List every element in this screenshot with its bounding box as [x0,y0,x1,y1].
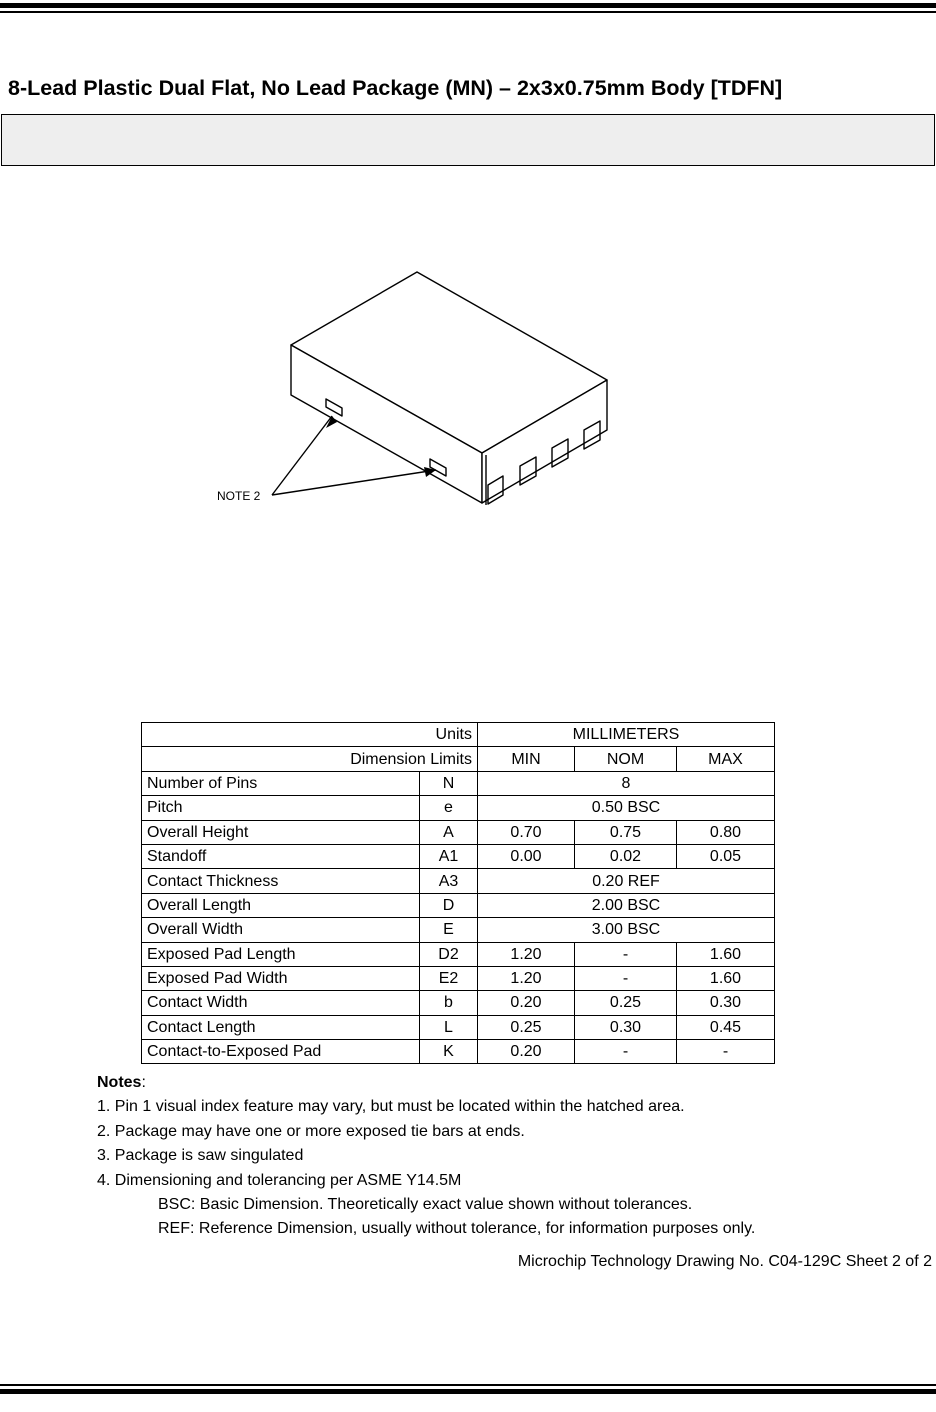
col-nom-header: NOM [575,747,677,771]
table-row [142,844,775,868]
table-row [142,820,775,844]
units-row [142,723,775,747]
row-min: 1.20 [478,966,575,990]
row-symbol: E [420,918,478,942]
note-item-3: 3. Package is saw singulated [97,1147,304,1165]
row-nom: - [575,1040,677,1064]
bottom-rule-thick [0,1389,936,1394]
note-leader-1 [272,416,332,495]
note-item-4: 4. Dimensioning and tolerancing per ASME Y14.5M [97,1171,462,1189]
row-name: Overall Length [142,893,420,917]
limits-row [142,747,775,771]
col-max-header: MAX [677,747,775,771]
row-name: Exposed Pad Width [142,966,420,990]
row-value: 2.00 BSC [478,893,775,917]
table-row [142,893,775,917]
row-nom: 0.75 [575,820,677,844]
table-row [142,796,775,820]
row-max: 1.60 [677,942,775,966]
row-name: Contact Width [142,991,420,1015]
row-name: Number of Pins [142,771,420,795]
row-min: 0.20 [478,1040,575,1064]
row-name: Pitch [142,796,420,820]
note-sub-bsc: BSC: Basic Dimension. Theoretically exact value shown without tolerances. [158,1196,693,1214]
row-min: 0.20 [478,991,575,1015]
row-nom: 0.02 [575,844,677,868]
dimension-table [141,722,775,1064]
row-value: 0.50 BSC [478,796,775,820]
row-name: Exposed Pad Length [142,942,420,966]
row-min: 0.00 [478,844,575,868]
table-row [142,991,775,1015]
row-symbol: A3 [420,869,478,893]
row-nom: 0.30 [575,1015,677,1039]
table-row [142,942,775,966]
page-title: 8-Lead Plastic Dual Flat, No Lead Package (MN) – 2x3x0.75mm Body [TDFN] [8,76,783,100]
table-row [142,1015,775,1039]
row-name: Standoff [142,844,420,868]
notes-section [97,1071,755,1242]
table-row [142,966,775,990]
row-name: Overall Width [142,918,420,942]
row-symbol: D2 [420,942,478,966]
row-max: - [677,1040,775,1064]
note-item-1: 1. Pin 1 visual index feature may vary, but must be located within the hatched area. [97,1098,685,1116]
row-symbol: A1 [420,844,478,868]
row-symbol: E2 [420,966,478,990]
row-symbol: b [420,991,478,1015]
row-max: 0.05 [677,844,775,868]
row-name: Contact-to-Exposed Pad [142,1040,420,1064]
row-min: 0.70 [478,820,575,844]
row-nom: - [575,966,677,990]
table-row [142,1040,775,1064]
col-min-header: MIN [478,747,575,771]
package-drawing [0,0,936,560]
row-max: 0.80 [677,820,775,844]
note-sub-ref: REF: Reference Dimension, usually without tolerance, for information purposes only. [158,1220,756,1238]
row-symbol: N [420,771,478,795]
row-symbol: L [420,1015,478,1039]
row-max: 0.30 [677,991,775,1015]
units-label: Units [142,723,478,747]
row-max: 1.60 [677,966,775,990]
units-value: MILLIMETERS [478,723,775,747]
note-item-2: 2. Package may have one or more exposed tie bars at ends. [97,1122,525,1140]
row-nom: - [575,942,677,966]
bottom-rule-thin [0,1384,936,1386]
note-leader-2 [272,470,436,495]
row-name: Contact Thickness [142,869,420,893]
notes-heading: Notes: [97,1074,146,1091]
row-value: 3.00 BSC [478,918,775,942]
note-2-label: NOTE 2 [217,489,261,503]
drawing-number: Microchip Technology Drawing No. C04-129C Sheet 2 of 2 [517,1253,932,1270]
dimension-limits-label: Dimension Limits [142,747,478,771]
row-value: 8 [478,771,775,795]
row-symbol: A [420,820,478,844]
table-row [142,771,775,795]
row-min: 0.25 [478,1015,575,1039]
table-row [142,918,775,942]
row-symbol: K [420,1040,478,1064]
row-value: 0.20 REF [478,869,775,893]
table-row [142,869,775,893]
row-symbol: D [420,893,478,917]
row-nom: 0.25 [575,991,677,1015]
row-name: Overall Height [142,820,420,844]
row-min: 1.20 [478,942,575,966]
row-max: 0.45 [677,1015,775,1039]
row-name: Contact Length [142,1015,420,1039]
row-symbol: e [420,796,478,820]
